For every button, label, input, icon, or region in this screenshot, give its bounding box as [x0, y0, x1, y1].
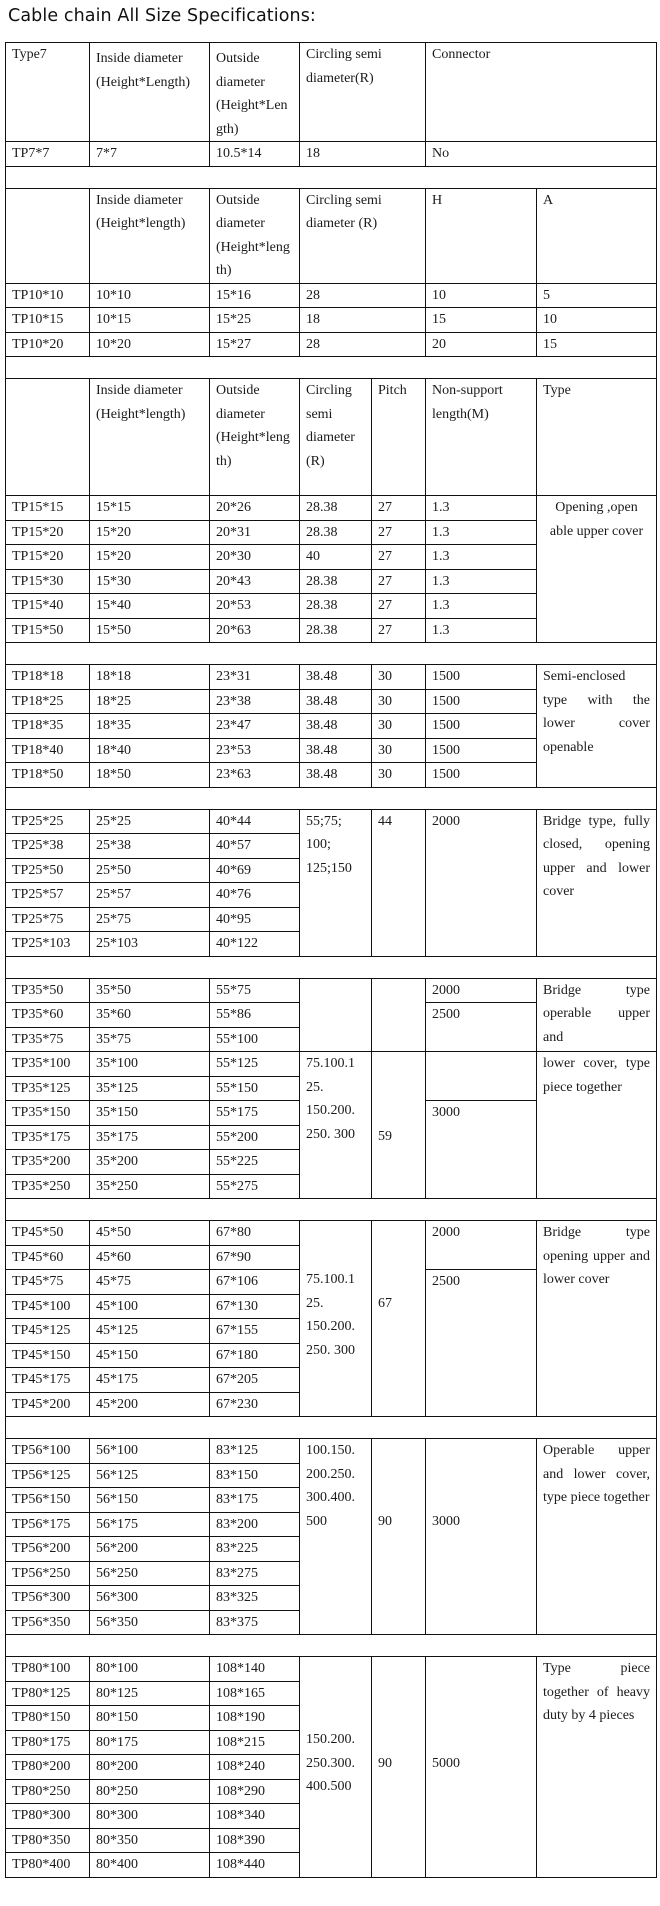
- table-cell: 18*50: [90, 763, 210, 788]
- table-cell: 56*300: [90, 1586, 210, 1611]
- table-cell: TP45*60: [6, 1245, 90, 1270]
- column-header: Inside diameter (Height*length): [90, 379, 210, 496]
- table-cell: TP15*50: [6, 618, 90, 643]
- table-cell: 35*200: [90, 1150, 210, 1175]
- table-cell: 55*125: [210, 1052, 300, 1077]
- table-cell: 1.3: [426, 569, 537, 594]
- table-cell: TP45*75: [6, 1270, 90, 1295]
- radius-values: 75.100.1 25. 150.200. 250. 300: [300, 1052, 372, 1199]
- table-cell: 83*125: [210, 1439, 300, 1464]
- table-cell: 83*150: [210, 1463, 300, 1488]
- table-cell: 25*57: [90, 883, 210, 908]
- table-cell: 15: [537, 332, 657, 357]
- table-cell: TP80*100: [6, 1657, 90, 1682]
- radius-values: 75.100.1 25. 150.200. 250. 300: [300, 1221, 372, 1417]
- table-cell: TP45*125: [6, 1319, 90, 1344]
- table-cell: 1.3: [426, 594, 537, 619]
- data-row-tp10: [6, 332, 657, 357]
- table-cell: 45*100: [90, 1294, 210, 1319]
- table-cell: 25*103: [90, 932, 210, 957]
- spacer-row: [6, 166, 657, 188]
- data-row-tp35: [6, 1052, 657, 1077]
- table-cell: 38.48: [300, 665, 372, 690]
- table-cell: 38.48: [300, 738, 372, 763]
- table-cell: 80*100: [90, 1657, 210, 1682]
- table-cell: 80*300: [90, 1804, 210, 1829]
- column-header: Circling semi diameter (R): [300, 379, 372, 496]
- table-cell: TP56*175: [6, 1512, 90, 1537]
- table-cell: 55*225: [210, 1150, 300, 1175]
- table-cell: 56*125: [90, 1463, 210, 1488]
- radius-empty: [300, 978, 372, 1052]
- column-header: [6, 188, 90, 283]
- table-cell: 56*100: [90, 1439, 210, 1464]
- table-cell: 15*16: [210, 283, 300, 308]
- table-cell: 30: [372, 738, 426, 763]
- table-cell: 55*75: [210, 978, 300, 1003]
- table-cell: TP80*175: [6, 1730, 90, 1755]
- table-cell: 20*31: [210, 520, 300, 545]
- table-cell: 15*50: [90, 618, 210, 643]
- table-cell: 40*95: [210, 907, 300, 932]
- column-header: Outside diameter (Height*Length): [210, 43, 300, 142]
- table-cell: 23*47: [210, 714, 300, 739]
- table-cell: 1500: [426, 738, 537, 763]
- table-cell: 35*125: [90, 1076, 210, 1101]
- table-cell: TP25*57: [6, 883, 90, 908]
- table-cell: 108*290: [210, 1779, 300, 1804]
- non-support-value: 2500: [426, 1003, 537, 1052]
- table-cell: 10*10: [90, 283, 210, 308]
- table-cell: 108*165: [210, 1681, 300, 1706]
- column-header: [6, 379, 90, 496]
- table-cell: TP25*75: [6, 907, 90, 932]
- spacer-cell: [6, 166, 657, 188]
- column-header: Type: [537, 379, 657, 496]
- table-cell: 55*175: [210, 1101, 300, 1126]
- table-cell: 28: [300, 332, 426, 357]
- table-cell: 18: [300, 308, 426, 333]
- table-cell: 67*80: [210, 1221, 300, 1246]
- table-cell: 45*125: [90, 1319, 210, 1344]
- table-cell: 56*250: [90, 1561, 210, 1586]
- table-cell: 55*275: [210, 1174, 300, 1199]
- table-cell: No: [426, 142, 657, 167]
- table-cell: 108*190: [210, 1706, 300, 1731]
- table-cell: 35*50: [90, 978, 210, 1003]
- table-cell: TP35*150: [6, 1101, 90, 1126]
- column-header: Circling semi diameter (R): [300, 188, 426, 283]
- table-cell: 108*440: [210, 1853, 300, 1878]
- table-cell: 35*75: [90, 1027, 210, 1052]
- table-cell: TP56*200: [6, 1537, 90, 1562]
- spacer-cell: [6, 787, 657, 809]
- table-cell: TP45*50: [6, 1221, 90, 1246]
- spacer-cell: [6, 357, 657, 379]
- table-cell: 15*20: [90, 520, 210, 545]
- table-cell: TP15*30: [6, 569, 90, 594]
- data-row-tp45: [6, 1221, 657, 1246]
- table-cell: 15*27: [210, 332, 300, 357]
- table-cell: 27: [372, 545, 426, 570]
- table-cell: 40*44: [210, 809, 300, 834]
- table-cell: 5: [537, 283, 657, 308]
- table-cell: TP18*40: [6, 738, 90, 763]
- table-cell: TP35*75: [6, 1027, 90, 1052]
- table-cell: 27: [372, 594, 426, 619]
- table-cell: 45*200: [90, 1392, 210, 1417]
- non-support-value: 5000: [426, 1657, 537, 1878]
- table-cell: 30: [372, 689, 426, 714]
- table-cell: 45*50: [90, 1221, 210, 1246]
- non-support-value: 3000: [426, 1439, 537, 1635]
- data-row-tp18: [6, 665, 657, 690]
- table-cell: 1500: [426, 689, 537, 714]
- data-row-tp56: [6, 1439, 657, 1464]
- column-header: Connector: [426, 43, 657, 142]
- table-cell: TP25*25: [6, 809, 90, 834]
- table-cell: 23*53: [210, 738, 300, 763]
- radius-values: 100.150. 200.250. 300.400. 500: [300, 1439, 372, 1635]
- table-cell: 56*350: [90, 1610, 210, 1635]
- table-cell: TP18*35: [6, 714, 90, 739]
- table-cell: 55*200: [210, 1125, 300, 1150]
- type-description: lower cover, type piece together: [537, 1052, 657, 1199]
- table-cell: 83*225: [210, 1537, 300, 1562]
- table-cell: 1500: [426, 665, 537, 690]
- pitch-value: 67: [372, 1221, 426, 1417]
- table-cell: 56*150: [90, 1488, 210, 1513]
- column-header: Type7: [6, 43, 90, 142]
- data-row-tp10: [6, 283, 657, 308]
- data-row-tp15: [6, 496, 657, 521]
- table-cell: 35*175: [90, 1125, 210, 1150]
- table-cell: 25*38: [90, 834, 210, 859]
- table-cell: 67*155: [210, 1319, 300, 1344]
- table-cell: 18*40: [90, 738, 210, 763]
- spacer-row: [6, 956, 657, 978]
- table-cell: 15: [426, 308, 537, 333]
- table-cell: TP56*125: [6, 1463, 90, 1488]
- table-cell: 80*125: [90, 1681, 210, 1706]
- table-cell: 35*150: [90, 1101, 210, 1126]
- pitch-empty: [372, 978, 426, 1052]
- type-description: Bridge type opening upper and lower cover: [537, 1221, 657, 1417]
- column-header: Non-support length(M): [426, 379, 537, 496]
- table-cell: TP35*250: [6, 1174, 90, 1199]
- table-cell: 28.38: [300, 569, 372, 594]
- spacer-cell: [6, 956, 657, 978]
- header-row-tp10: [6, 188, 657, 283]
- table-cell: 25*25: [90, 809, 210, 834]
- table-cell: TP25*38: [6, 834, 90, 859]
- table-cell: 15*25: [210, 308, 300, 333]
- non-support-empty: [426, 1052, 537, 1101]
- table-cell: 23*38: [210, 689, 300, 714]
- table-cell: 35*100: [90, 1052, 210, 1077]
- table-cell: 10*20: [90, 332, 210, 357]
- table-cell: 45*175: [90, 1368, 210, 1393]
- table-cell: 10.5*14: [210, 142, 300, 167]
- column-header: Inside diameter (Height*length): [90, 188, 210, 283]
- table-cell: 38.48: [300, 689, 372, 714]
- page-title: Cable chain All Size Specifications:: [8, 6, 316, 26]
- table-cell: TP25*103: [6, 932, 90, 957]
- column-header: H: [426, 188, 537, 283]
- data-row-tp10: [6, 308, 657, 333]
- table-cell: 25*75: [90, 907, 210, 932]
- table-cell: 1.3: [426, 545, 537, 570]
- table-cell: 83*200: [210, 1512, 300, 1537]
- table-cell: TP80*200: [6, 1755, 90, 1780]
- table-cell: 1.3: [426, 520, 537, 545]
- table-cell: TP10*10: [6, 283, 90, 308]
- table-cell: TP45*200: [6, 1392, 90, 1417]
- table-cell: 20*53: [210, 594, 300, 619]
- table-cell: 40*76: [210, 883, 300, 908]
- table-cell: TP15*15: [6, 496, 90, 521]
- table-cell: 83*275: [210, 1561, 300, 1586]
- type-description: Type piece together of heavy duty by 4 pieces: [537, 1657, 657, 1878]
- table-cell: 1.3: [426, 496, 537, 521]
- table-cell: 18*35: [90, 714, 210, 739]
- table-cell: 40*69: [210, 858, 300, 883]
- table-cell: 35*250: [90, 1174, 210, 1199]
- table-cell: 15*30: [90, 569, 210, 594]
- table-cell: TP80*300: [6, 1804, 90, 1829]
- table-cell: TP7*7: [6, 142, 90, 167]
- table-cell: 55*86: [210, 1003, 300, 1028]
- table-cell: 18*25: [90, 689, 210, 714]
- table-cell: 108*140: [210, 1657, 300, 1682]
- table-cell: 45*60: [90, 1245, 210, 1270]
- table-cell: 27: [372, 618, 426, 643]
- table-cell: 10: [426, 283, 537, 308]
- table-cell: 38.48: [300, 763, 372, 788]
- table-cell: 1500: [426, 714, 537, 739]
- table-cell: TP18*50: [6, 763, 90, 788]
- table-cell: 55*150: [210, 1076, 300, 1101]
- radius-values: 150.200. 250.300. 400.500: [300, 1657, 372, 1878]
- column-header: A: [537, 188, 657, 283]
- table-cell: 25*50: [90, 858, 210, 883]
- table-cell: 80*200: [90, 1755, 210, 1780]
- spacer-row: [6, 787, 657, 809]
- table-cell: TP56*150: [6, 1488, 90, 1513]
- table-cell: TP35*200: [6, 1150, 90, 1175]
- table-cell: 67*130: [210, 1294, 300, 1319]
- data-row-tp80: [6, 1657, 657, 1682]
- table-cell: 108*340: [210, 1804, 300, 1829]
- pitch-value: 59: [372, 1052, 426, 1199]
- table-cell: 15*15: [90, 496, 210, 521]
- table-cell: 40*57: [210, 834, 300, 859]
- type-description: Semi-enclosed type with the lower cover openable: [537, 665, 657, 788]
- table-cell: 20*63: [210, 618, 300, 643]
- spacer-row: [6, 357, 657, 379]
- table-cell: 35*60: [90, 1003, 210, 1028]
- non-support-value: 2000: [426, 1221, 537, 1270]
- table-cell: TP45*175: [6, 1368, 90, 1393]
- table-cell: 45*150: [90, 1343, 210, 1368]
- table-cell: 67*180: [210, 1343, 300, 1368]
- table-cell: 108*390: [210, 1828, 300, 1853]
- table-cell: 67*230: [210, 1392, 300, 1417]
- type-description: Operable upper and lower cover, type piece together: [537, 1439, 657, 1635]
- table-cell: 40*122: [210, 932, 300, 957]
- table-cell: 83*325: [210, 1586, 300, 1611]
- table-cell: 10: [537, 308, 657, 333]
- table-cell: 80*150: [90, 1706, 210, 1731]
- pitch-value: 90: [372, 1657, 426, 1878]
- table-cell: 30: [372, 665, 426, 690]
- table-cell: TP35*50: [6, 978, 90, 1003]
- data-row-tp7: [6, 142, 657, 167]
- table-cell: 108*215: [210, 1730, 300, 1755]
- column-header: Pitch: [372, 379, 426, 496]
- data-row-tp35: [6, 978, 657, 1003]
- table-cell: 67*106: [210, 1270, 300, 1295]
- table-cell: 18: [300, 142, 426, 167]
- spacer-row: [6, 1635, 657, 1657]
- table-cell: TP35*125: [6, 1076, 90, 1101]
- table-cell: 23*63: [210, 763, 300, 788]
- table-cell: 80*350: [90, 1828, 210, 1853]
- table-cell: TP15*20: [6, 545, 90, 570]
- table-cell: 40: [300, 545, 372, 570]
- table-cell: TP25*50: [6, 858, 90, 883]
- data-row-tp25: [6, 809, 657, 834]
- table-cell: 23*31: [210, 665, 300, 690]
- table-cell: TP56*250: [6, 1561, 90, 1586]
- table-cell: 15*20: [90, 545, 210, 570]
- table-cell: 108*240: [210, 1755, 300, 1780]
- table-cell: TP80*350: [6, 1828, 90, 1853]
- table-cell: 20*43: [210, 569, 300, 594]
- table-cell: 28.38: [300, 496, 372, 521]
- table-cell: 45*75: [90, 1270, 210, 1295]
- table-cell: 27: [372, 569, 426, 594]
- table-cell: 7*7: [90, 142, 210, 167]
- table-cell: TP80*250: [6, 1779, 90, 1804]
- table-cell: TP80*125: [6, 1681, 90, 1706]
- table-cell: 28.38: [300, 618, 372, 643]
- table-cell: 18*18: [90, 665, 210, 690]
- table-cell: TP35*100: [6, 1052, 90, 1077]
- table-cell: 20*30: [210, 545, 300, 570]
- column-header: Outside diameter (Height*length): [210, 379, 300, 496]
- spacer-cell: [6, 1635, 657, 1657]
- non-support-value: 2500: [426, 1270, 537, 1417]
- table-cell: 28.38: [300, 520, 372, 545]
- table-cell: 15*40: [90, 594, 210, 619]
- table-cell: 55*100: [210, 1027, 300, 1052]
- spacer-cell: [6, 1417, 657, 1439]
- table-cell: 80*400: [90, 1853, 210, 1878]
- non-support-value: 3000: [426, 1101, 537, 1199]
- table-cell: 28.38: [300, 594, 372, 619]
- spacer-cell: [6, 1199, 657, 1221]
- table-cell: 27: [372, 520, 426, 545]
- pitch-value: 44: [372, 809, 426, 956]
- table-cell: 10*15: [90, 308, 210, 333]
- table-cell: TP45*100: [6, 1294, 90, 1319]
- non-support-value: 2000: [426, 809, 537, 956]
- header-row-main: [6, 379, 657, 496]
- table-cell: TP80*400: [6, 1853, 90, 1878]
- table-cell: 1.3: [426, 618, 537, 643]
- table-cell: 30: [372, 714, 426, 739]
- table-cell: TP10*20: [6, 332, 90, 357]
- table-cell: TP56*100: [6, 1439, 90, 1464]
- column-header: Inside diameter (Height*Length): [90, 43, 210, 142]
- table-cell: 28: [300, 283, 426, 308]
- table-cell: TP56*300: [6, 1586, 90, 1611]
- table-cell: TP35*175: [6, 1125, 90, 1150]
- column-header: Circling semi diameter(R): [300, 43, 426, 142]
- table-cell: 20: [426, 332, 537, 357]
- table-cell: TP15*20: [6, 520, 90, 545]
- spec-table: [5, 42, 657, 1878]
- table-cell: 80*175: [90, 1730, 210, 1755]
- table-cell: 80*250: [90, 1779, 210, 1804]
- table-cell: 56*175: [90, 1512, 210, 1537]
- spacer-row: [6, 1417, 657, 1439]
- table-cell: 1500: [426, 763, 537, 788]
- table-cell: 38.48: [300, 714, 372, 739]
- table-cell: TP35*60: [6, 1003, 90, 1028]
- table-cell: TP18*25: [6, 689, 90, 714]
- table-cell: TP15*40: [6, 594, 90, 619]
- table-cell: 27: [372, 496, 426, 521]
- type-description: Bridge type operable upper and: [537, 978, 657, 1052]
- table-cell: TP18*18: [6, 665, 90, 690]
- table-cell: 20*26: [210, 496, 300, 521]
- spacer-row: [6, 1199, 657, 1221]
- column-header: Outside diameter (Height*length): [210, 188, 300, 283]
- header-row-tp7: [6, 43, 657, 142]
- non-support-value: 2000: [426, 978, 537, 1003]
- table-cell: TP56*350: [6, 1610, 90, 1635]
- table-cell: TP10*15: [6, 308, 90, 333]
- spacer-cell: [6, 643, 657, 665]
- pitch-value: 90: [372, 1439, 426, 1635]
- table-cell: 56*200: [90, 1537, 210, 1562]
- table-cell: TP45*150: [6, 1343, 90, 1368]
- table-cell: 83*175: [210, 1488, 300, 1513]
- radius-values: 55;75; 100; 125;150: [300, 809, 372, 956]
- table-cell: TP80*150: [6, 1706, 90, 1731]
- type-description: Opening ,open able upper cover: [537, 496, 657, 643]
- table-cell: 83*375: [210, 1610, 300, 1635]
- table-cell: 67*205: [210, 1368, 300, 1393]
- table-cell: 67*90: [210, 1245, 300, 1270]
- table-cell: 30: [372, 763, 426, 788]
- spacer-row: [6, 643, 657, 665]
- type-description: Bridge type, fully closed, opening upper and lower cover: [537, 809, 657, 956]
